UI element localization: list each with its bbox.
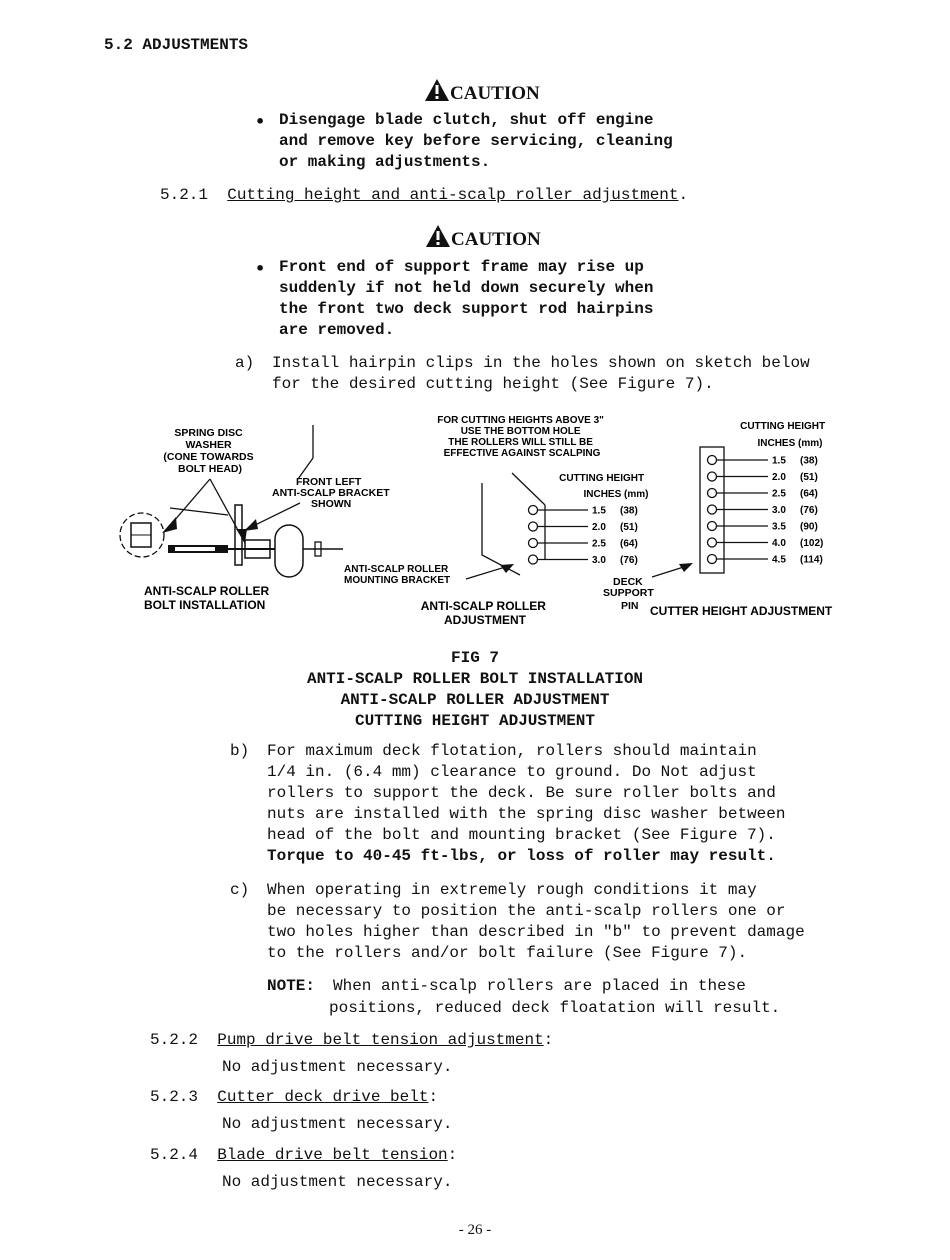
caution-2-line: the front two deck support rod hairpins <box>279 300 654 318</box>
cutter-caption: CUTTER HEIGHT ADJUSTMENT <box>650 604 833 618</box>
cutter-hole-icon <box>708 456 717 465</box>
section-heading: 5.2 ADJUSTMENTS <box>104 36 249 54</box>
note-line: positions, reduced deck floatation will result. <box>329 999 781 1017</box>
section-5-2-2-body: No adjustment necessary. <box>222 1058 453 1076</box>
figure-title-line: ANTI-SCALP ROLLER ADJUSTMENT <box>340 691 610 709</box>
roller-table-head: CUTTING HEIGHT INCHES (mm) <box>559 473 649 500</box>
arrow-icon <box>162 517 177 533</box>
caution-2-line: Front end of support frame may rise up <box>279 258 644 276</box>
cutter-height-inches: 3.5 <box>772 521 786 533</box>
caution-2-line: suddenly if not held down securely when <box>279 279 654 297</box>
section-suffix: . <box>678 186 689 204</box>
step-b-line: head of the bolt and mounting bracket (See Figure 7). <box>267 826 776 844</box>
cutter-hole-icon <box>708 489 717 498</box>
section-5-2-4-body: No adjustment necessary. <box>222 1173 453 1191</box>
caution-1-line: or making adjustments. <box>279 153 491 171</box>
section-5-2-4 <box>150 1145 457 1166</box>
caution-title-2: CAUTION <box>451 229 541 250</box>
note-line: When anti-scalp rollers are placed in these <box>333 977 746 995</box>
roller-hole-icon <box>529 555 538 564</box>
figure-caption <box>0 648 950 732</box>
roller-hole-icon <box>529 539 538 548</box>
step-b-line: rollers to support the deck. Be sure roller bolts and <box>267 784 776 802</box>
cutter-height-inches: 4.0 <box>772 538 786 549</box>
step-b-line: 1/4 in. (6.4 mm) clearance to ground. Do Not adjust <box>267 763 757 781</box>
bolt-caption: ANTI-SCALP ROLLER BOLT INSTALLATION <box>144 584 270 612</box>
section-5-2-3-body: No adjustment necessary. <box>222 1115 453 1133</box>
step-b-line: For maximum deck flotation, rollers should maintain <box>267 742 757 760</box>
caution-2-line: are removed. <box>279 321 395 339</box>
step-b-line: nuts are installed with the spring disc washer between <box>267 805 786 823</box>
roller-caption: ANTI-SCALP ROLLER ADJUSTMENT <box>420 599 546 627</box>
step-a-line: for the desired cutting height (See Figure 7). <box>272 375 714 393</box>
cutter-holes <box>708 456 824 566</box>
caution-2-text <box>279 257 653 341</box>
section-title: Blade drive belt tension <box>217 1146 448 1164</box>
section-title: Cutting height and anti-scalp roller adjustment <box>227 186 679 204</box>
roller-hole-icon <box>529 506 538 515</box>
step-a-label: a) <box>235 354 255 372</box>
figure-number: FIG 7 <box>450 649 499 667</box>
section-number: 5.2.2 <box>150 1031 199 1049</box>
roller-height-inches: 3.0 <box>592 555 606 566</box>
caution-1-text <box>279 110 673 173</box>
cutter-height-mm: (102) <box>800 538 824 549</box>
warning-triangle-icon <box>425 224 451 248</box>
cutter-hole-icon <box>708 522 717 531</box>
bullet-icon: • <box>255 112 266 131</box>
cutter-height-mm: (76) <box>800 505 818 516</box>
step-b-text <box>267 741 785 867</box>
step-c-line: be necessary to position the anti-scalp rollers one or <box>267 902 786 920</box>
step-c-line: two holes higher than described in "b" to prevent damage <box>267 923 805 941</box>
front-left-bracket-label: FRONT LEFT ANTI-SCALP BRACKET SHOWN <box>272 476 390 510</box>
caution-1-line: and remove key before servicing, cleaning <box>279 132 673 150</box>
cutter-hole-icon <box>708 472 717 481</box>
caution-box-2 <box>425 224 541 251</box>
cutter-hole-icon <box>708 555 717 564</box>
page-number: - 26 - <box>458 1222 492 1238</box>
roller-note: FOR CUTTING HEIGHTS ABOVE 3" USE THE BOTTOM HOLE THE ROLLERS WILL STILL BE EFFECTIVE AGAINST SCALPING <box>437 415 604 459</box>
roller-height-mm: (51) <box>620 522 638 533</box>
cutter-height-inches: 2.0 <box>772 472 786 483</box>
cutter-height-inches: 1.5 <box>772 455 786 467</box>
section-number: 5.2.1 <box>160 186 209 204</box>
cutter-height-inches: 2.5 <box>772 488 786 500</box>
figure-7 <box>0 405 950 635</box>
spring-disc-label: SPRING DISC WASHER (CONE TOWARDS BOLT HEAD) <box>163 427 254 475</box>
roller-height-mm: (38) <box>620 505 638 517</box>
cutter-height-mm: (38) <box>800 455 818 467</box>
cutter-height-mm: (51) <box>800 472 818 483</box>
step-b-line: Torque to 40-45 ft-lbs, or loss of roller may result. <box>267 847 776 865</box>
roller-hole-icon <box>529 522 538 531</box>
section-5-2-3 <box>150 1087 438 1108</box>
section-number: 5.2.3 <box>150 1088 199 1106</box>
section-title: Pump drive belt tension adjustment <box>217 1031 544 1049</box>
cutter-hole-icon <box>708 538 717 547</box>
roller-height-mm: (64) <box>620 538 638 550</box>
cutter-height-mm: (114) <box>800 554 823 566</box>
deck-support-label: DECK SUPPORT PIN <box>603 576 654 612</box>
section-suffix: : <box>428 1088 439 1106</box>
cutter-height-mm: (64) <box>800 488 818 500</box>
section-5-2-1 <box>160 185 688 206</box>
roller-height-inches: 1.5 <box>592 505 606 517</box>
roller-height-mm: (76) <box>620 555 638 566</box>
roller-height-inches: 2.0 <box>592 522 606 533</box>
roller-plate <box>482 473 545 575</box>
step-a-line: Install hairpin clips in the holes shown on sketch below <box>272 354 810 372</box>
caution-box-1 <box>424 78 540 105</box>
step-a-text <box>272 353 810 395</box>
step-b-label: b) <box>230 742 250 760</box>
roller-height-inches: 2.5 <box>592 538 606 550</box>
caution-title-1: CAUTION <box>450 83 540 104</box>
section-5-2-2 <box>150 1030 553 1051</box>
step-c-label: c) <box>230 881 250 899</box>
step-c-line: to the rollers and/or bolt failure (See Figure 7). <box>267 944 748 962</box>
note-label: NOTE: <box>267 977 316 995</box>
step-c-line: When operating in extremely rough conditions it may <box>267 881 757 899</box>
cutter-table-head: CUTTING HEIGHT INCHES (mm) <box>740 421 826 449</box>
section-number: 5.2.4 <box>150 1146 199 1164</box>
cutter-height-mm: (90) <box>800 521 818 533</box>
step-c-text <box>267 880 805 964</box>
warning-triangle-icon <box>424 78 450 102</box>
cutter-height-inches: 3.0 <box>772 505 786 516</box>
section-title: Cutter deck drive belt <box>217 1088 429 1106</box>
arrow-icon <box>244 519 258 531</box>
bullet-icon: • <box>255 259 266 278</box>
caution-1-line: Disengage blade clutch, shut off engine <box>279 111 654 129</box>
cutter-height-inches: 4.5 <box>772 554 786 566</box>
figure-title-line: ANTI-SCALP ROLLER BOLT INSTALLATION <box>306 670 644 688</box>
roller-icon <box>275 525 303 577</box>
cutter-hole-icon <box>708 505 717 514</box>
section-suffix: : <box>447 1146 458 1164</box>
section-suffix: : <box>543 1031 554 1049</box>
roller-bracket-label: ANTI-SCALP ROLLER MOUNTING BRACKET <box>344 564 451 586</box>
figure-title-line: CUTTING HEIGHT ADJUSTMENT <box>354 712 596 730</box>
